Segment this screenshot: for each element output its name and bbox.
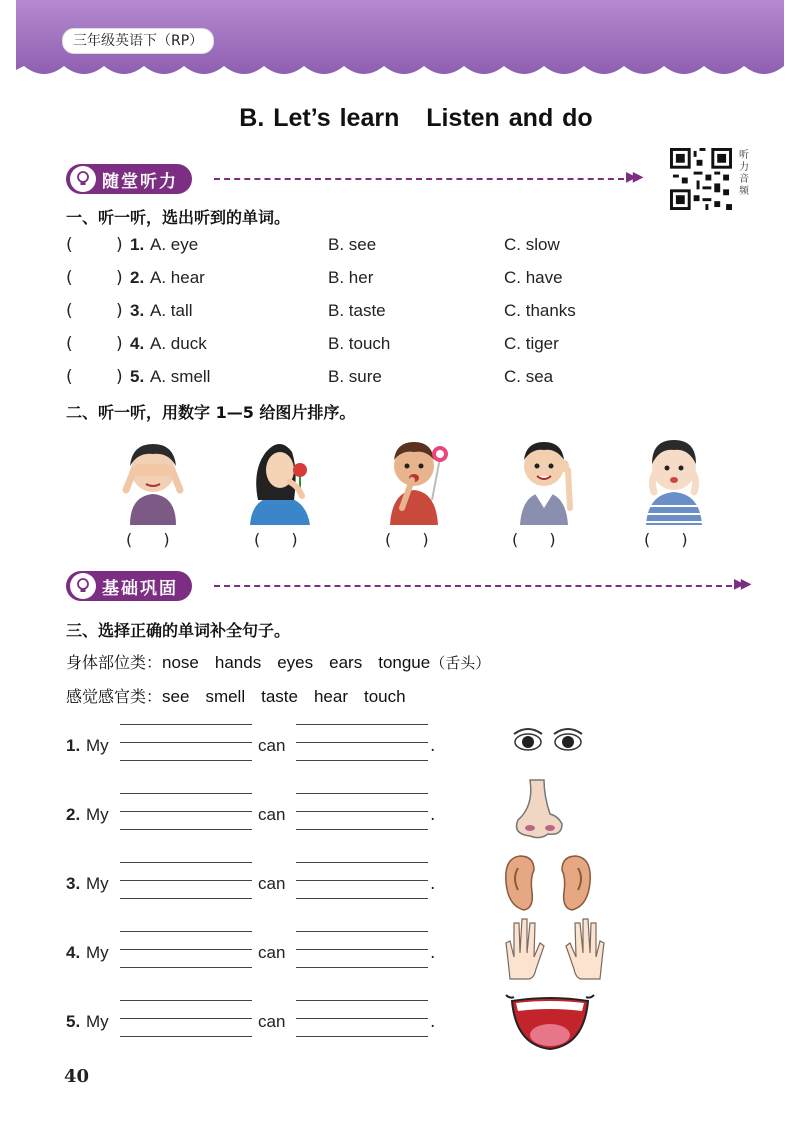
sentence-row: 3. My can . bbox=[66, 854, 466, 914]
section-title-basics: 基础巩固 bbox=[102, 578, 178, 599]
answer-paren-4[interactable]: ( ) bbox=[512, 530, 556, 549]
question-row: ( ) 2. A. hear B. her C. have bbox=[66, 268, 563, 288]
blank-body-part[interactable] bbox=[120, 724, 252, 760]
section-divider bbox=[214, 178, 624, 180]
option-b[interactable]: B. touch bbox=[328, 334, 391, 353]
blank-body-part[interactable] bbox=[120, 1000, 252, 1036]
picture-mouth-tongue bbox=[500, 985, 610, 1055]
option-c[interactable]: C. have bbox=[504, 268, 563, 287]
blank-sense[interactable] bbox=[296, 862, 428, 898]
body-word-bank: 身体部位类：nose hands eyes ears tongue（舌头） bbox=[66, 653, 491, 672]
arrow-right-icon: ▶▶ bbox=[734, 576, 748, 592]
option-c[interactable]: C. slow bbox=[504, 235, 560, 254]
option-a[interactable]: A. tall bbox=[150, 301, 193, 320]
picture-smell-flower bbox=[240, 430, 330, 525]
option-b[interactable]: B. see bbox=[328, 235, 377, 254]
picture-hands bbox=[500, 913, 610, 983]
option-c[interactable]: C. sea bbox=[504, 367, 554, 386]
section-title-listening: 随堂听力 bbox=[102, 171, 178, 192]
picture-hear-ear bbox=[504, 430, 594, 525]
lightbulb-icon bbox=[70, 573, 96, 599]
question-row: ( ) 1. A. eye B. see C. slow bbox=[66, 235, 560, 255]
picture-taste-lollipop bbox=[372, 430, 462, 525]
lightbulb-icon bbox=[70, 166, 96, 192]
picture-nose bbox=[500, 776, 610, 846]
option-a[interactable]: A. hear bbox=[150, 268, 205, 287]
answer-paren-1[interactable]: ( ) bbox=[126, 530, 170, 549]
question-row: ( ) 3. A. tall B. taste C. thanks bbox=[66, 301, 576, 321]
picture-cover-eyes bbox=[108, 430, 198, 525]
section-badge-basics bbox=[66, 570, 192, 602]
answer-paren-5[interactable]: ( ) bbox=[644, 530, 688, 549]
task3-heading: 三、选择正确的单词补全句子。 bbox=[66, 621, 291, 640]
page-title: B. Let’s learn Listen and do bbox=[239, 104, 593, 132]
sentence-row: 1. My can . bbox=[66, 716, 466, 776]
blank-body-part[interactable] bbox=[120, 931, 252, 967]
blank-body-part[interactable] bbox=[120, 793, 252, 829]
option-a[interactable]: A. eye bbox=[150, 235, 199, 254]
option-a[interactable]: A. duck bbox=[150, 334, 207, 353]
option-a[interactable]: A. smell bbox=[150, 367, 211, 386]
blank-sense[interactable] bbox=[296, 1000, 428, 1036]
question-row: ( ) 5. A. smell B. sure C. sea bbox=[66, 367, 554, 387]
blank-sense[interactable] bbox=[296, 793, 428, 829]
task2-heading: 二、听一听，用数字 1—5 给图片排序。 bbox=[66, 403, 356, 422]
sense-word-bank: 感觉感官类：see smell taste hear touch bbox=[66, 687, 406, 706]
sentence-row: 4. My can . bbox=[66, 923, 466, 983]
grade-tag: 三年级英语下（RP） bbox=[62, 28, 214, 54]
option-b[interactable]: B. sure bbox=[328, 367, 382, 386]
page-number: 40 bbox=[64, 1066, 90, 1087]
question-row: ( ) 4. A. duck B. touch C. tiger bbox=[66, 334, 559, 354]
answer-paren-3[interactable]: ( ) bbox=[385, 530, 429, 549]
option-b[interactable]: B. taste bbox=[328, 301, 386, 320]
answer-paren-2[interactable]: ( ) bbox=[254, 530, 298, 549]
sentence-row: 5. My can . bbox=[66, 992, 466, 1052]
arrow-right-icon: ▶▶ bbox=[626, 169, 640, 185]
option-c[interactable]: C. tiger bbox=[504, 334, 559, 353]
section-badge-listening bbox=[66, 163, 192, 195]
picture-eyes bbox=[500, 712, 610, 782]
blank-sense[interactable] bbox=[296, 931, 428, 967]
blank-sense[interactable] bbox=[296, 724, 428, 760]
qr-code[interactable] bbox=[670, 148, 732, 210]
blank-body-part[interactable] bbox=[120, 862, 252, 898]
picture-ears bbox=[500, 848, 610, 918]
option-b[interactable]: B. her bbox=[328, 268, 374, 287]
task1-heading: 一、听一听，选出听到的单词。 bbox=[66, 208, 291, 227]
sentence-row: 2. My can . bbox=[66, 785, 466, 845]
qr-label: 听 力 音 频 bbox=[739, 150, 749, 197]
picture-touch-face bbox=[632, 430, 722, 525]
option-c[interactable]: C. thanks bbox=[504, 301, 576, 320]
section-divider bbox=[214, 585, 732, 587]
